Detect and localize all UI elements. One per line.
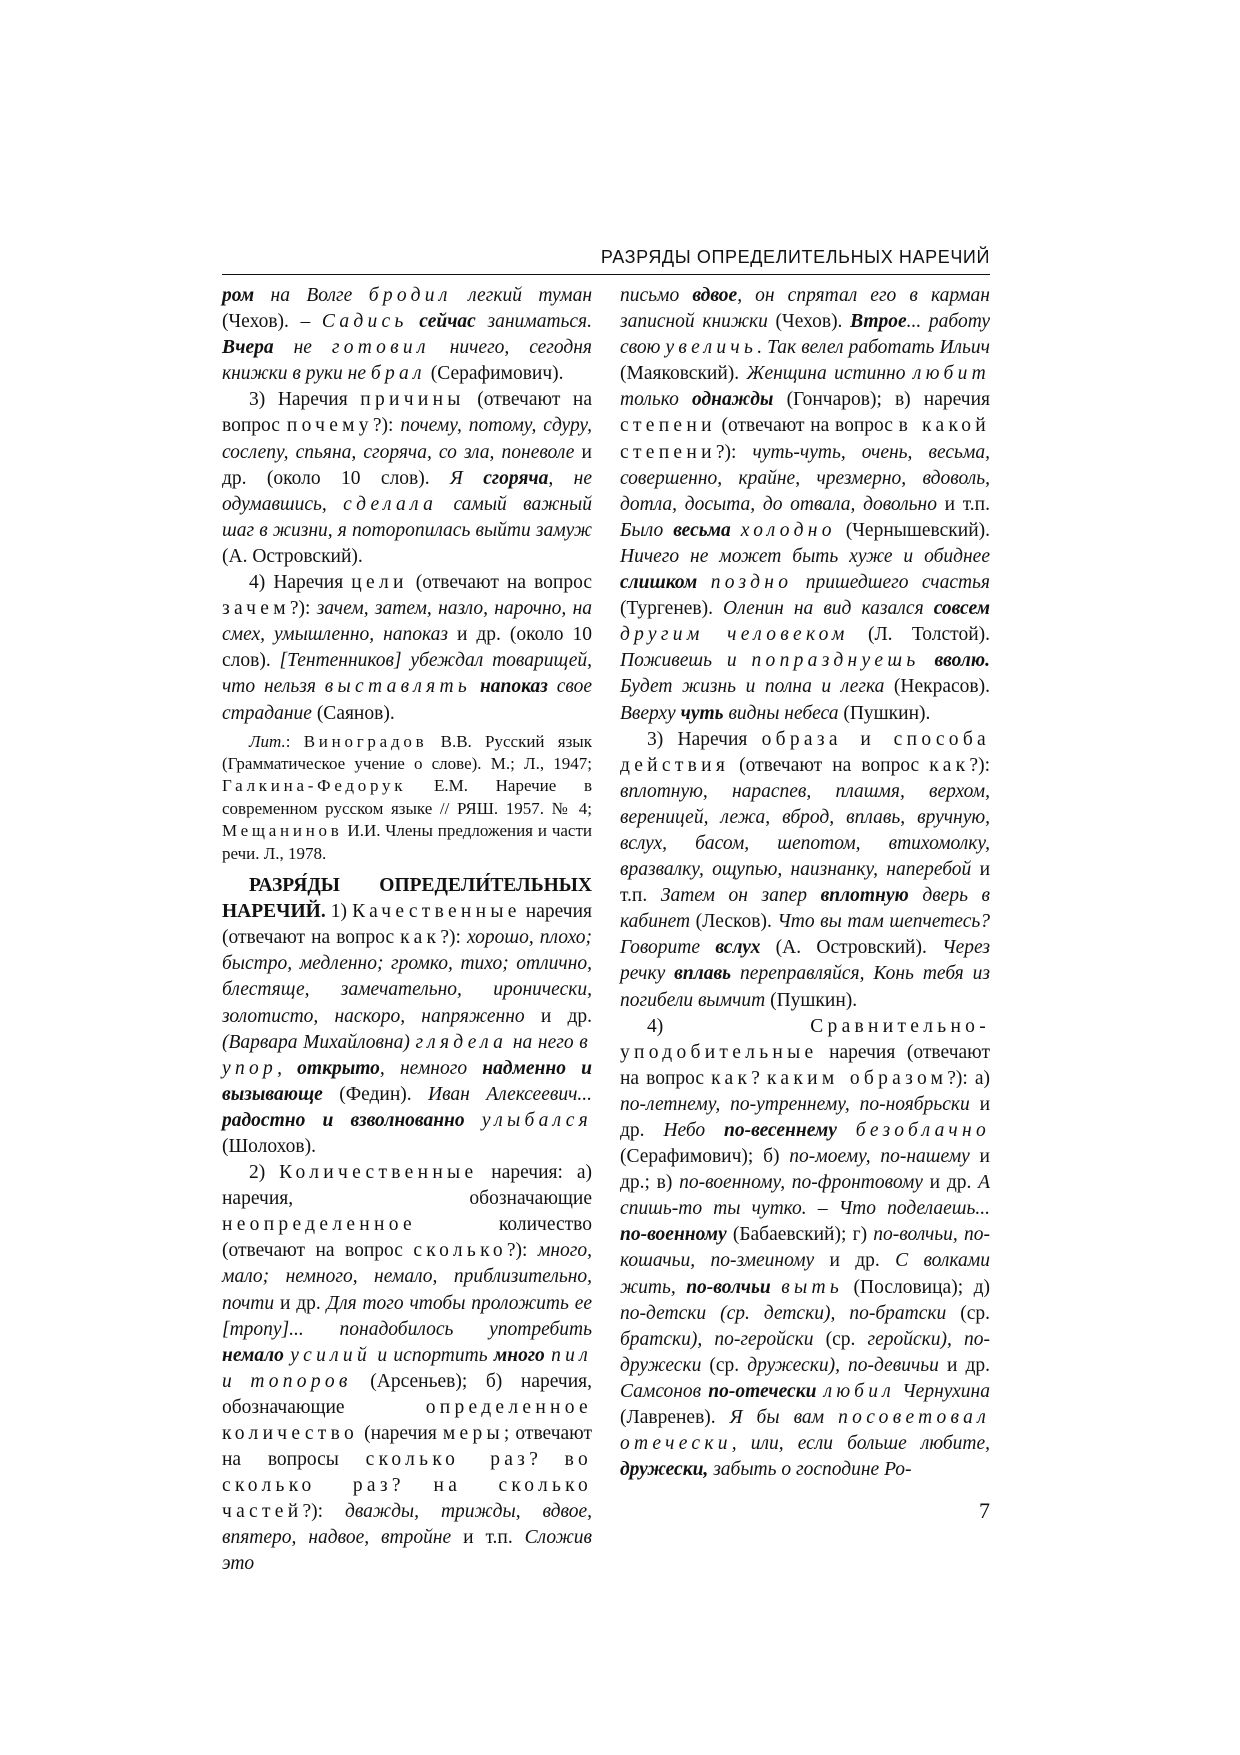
literature-reference: Лит.: Виноградов В.В. Русский язык (Грамматическое учение о слове). М.; Л., 1947; Галкина-Федорук Е.М. Наречие в современном русском языке // РЯШ. 1957. № 4; Мещанинов И.И. Члены предложения и части речи. Л., 1978. bbox=[222, 731, 592, 863]
running-head: РАЗРЯДЫ ОПРЕДЕЛИТЕЛЬНЫХ НАРЕЧИЙ bbox=[600, 247, 990, 267]
left-paragraph-purpose-adverbs: 4) Наречия цели (отвечают на вопрос зачем?): зачем, затем, назло, нарочно, на смех, умышленно, напоказ и др. (около 10 слов). [Тентенников] убеждал товарищей, что нельзя выставлять напоказ свое страдание (Саянов). bbox=[222, 572, 593, 724]
right-paragraph-continuation: письмо вдвое, он спрятал его в карман записной книжки (Чехов). Втрое... работу свою увеличь. Так велел работать Ильич (Маяковский). Женщина истинно любит только однажды (Гончаров); в) наречия степени (отвечают на вопрос в какой степени?): чуть-чуть, очень, весьма, совершенно, крайне, чрезмерно, вдоволь, дотла, досыта, до отвала, довольно и т.п. Было весьма холодно (Чернышевский). Ничего не может быть хуже и обиднее слишком поздно пришедшего счастья (Тургенев). Оленин на вид казался совсем другим человеком (Л. Толстой). Поживешь и попразднуешь вволю. Будет жизнь и полна и легка (Некрасов). Вверху чуть видны небеса (Пушкин). bbox=[620, 285, 991, 724]
entry-heading-paragraph: РАЗРЯ́ДЫ ОПРЕДЕЛИ́ТЕЛЬНЫХ НАРЕЧИЙ. 1) Качественные наречия (отвечают на вопрос как?): хорошо, плохо; быстро, медленно; громко, тихо; отлично, блестяще, замечательно, иронически, золотисто, наскоро, напряженно и др. (Варвара Михайловна) глядела на него в упор, открыто, немного надменно и вызывающе (Федин). Иван Алексеевич... радостно и взволнованно улыбался (Шолохов). bbox=[222, 875, 593, 1157]
right-column bbox=[620, 283, 990, 1483]
left-column bbox=[222, 283, 592, 1578]
left-paragraph-continuation: ром на Волге бродил легкий туман (Чехов). – Садись сейчас заниматься. Вчера не готовил ничего, сегодня книжки в руки не брал (Серафимович). bbox=[222, 285, 592, 385]
left-paragraph-cause-adverbs: 3) Наречия причины (отвечают на вопрос почему?): почему, потому, сдуру, сослепу, спьяна, сгоряча, со зла, поневоле и др. (около 10 слов). Я сгоряча, не одумавшись, сделала самый важный шаг в жизни, я поторопилась выйти замуж (А. Островский). bbox=[222, 389, 592, 567]
left-paragraph-quantitative-adverbs: 2) Количественные наречия: а) наречия, обозначающие неопределенное количество (отвечают на вопрос сколько?): много, мало; немного, немало, приблизительно, почти и др. Для того чтобы проложить ее [тропу]... понадобилось употребить немало усилий и испортить много пил и топоров (Арсеньев); б) наречия, обозначающие определенное количество (наречия меры; отвечают на вопросы сколько раз? во сколько раз? на сколько частей?): дважды, трижды, вдвое, впятеро, надвое, втройне и т.п. Сложив это bbox=[222, 1162, 593, 1575]
page-number: 7 bbox=[979, 1498, 990, 1523]
right-paragraph-comparative-adverbs: 4) Сравнительно-уподобительные наречия (отвечают на вопрос как? каким образом?): а) по-летнему, по-утреннему, по-ноябрьски и др. Небо по-весеннему безоблачно (Серафимович); б) по-моему, по-нашему и др.; в) по-военному, по-фронтовому и др. А спишь-то ты чутко. – Что поделаешь... по-военному (Бабаевский); г) по-волчьи, по-кошачьи, по-змеиному и др. С волками жить, по-волчьи выть (Пословица); д) по-детски (ср. детски), по-братски (ср. братски), по-геройски (ср. геройски), по-дружески (ср. дружески), по-девичьи и др. Самсонов по-отечески любил Чернухина (Лавренев). Я бы вам посоветовал отечески, или, если больше любите, дружески, забыть о господине Ро- bbox=[620, 1015, 991, 1481]
header-rule bbox=[222, 274, 990, 275]
right-paragraph-manner-adverbs: 3) Наречия образа и способа действия (отвечают на вопрос как?): вплотную, нараспев, плашмя, верхом, вереницей, лежа, вброд, вплавь, вручную, вслух, басом, шепотом, втихомолку, вразвалку, ощупью, наизнанку, наперебой и т.п. Затем он запер вплотную дверь в кабинет (Лесков). Что вы там шепчетесь? Говорите вслух (А. Островский). Через речку вплавь переправляйся, Конь тебя из погибели вымчит (Пушкин). bbox=[620, 728, 991, 1011]
